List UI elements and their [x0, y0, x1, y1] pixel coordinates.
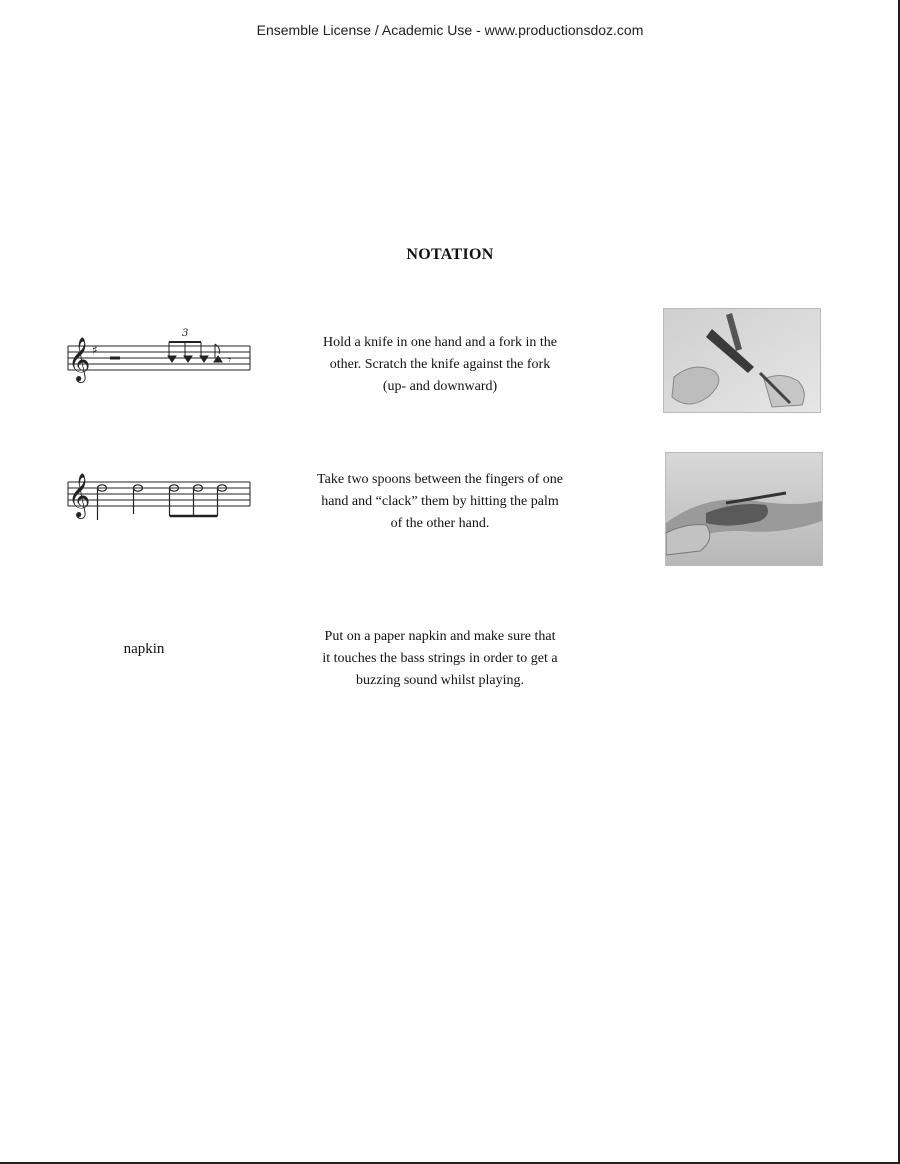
description-line: Put on a paper napkin and make sure that [324, 629, 556, 644]
knife-fork-description [280, 332, 600, 398]
spoons-notation [64, 464, 254, 539]
description-line: Hold a knife in one hand and a fork in the [322, 335, 558, 350]
description-line: it touches the bass strings in order to get a [322, 651, 558, 666]
license-header: Ensemble License / Academic Use - www.productionsdoz.com [256, 22, 644, 38]
page-title: NOTATION [406, 246, 494, 263]
half-notes [98, 485, 227, 520]
description-line: of the other hand. [390, 516, 490, 531]
spoons-photo [665, 452, 823, 566]
napkin-label: napkin [123, 641, 165, 657]
half-rest-icon [110, 357, 120, 360]
description-line: Take two spoons between the fingers of one [317, 472, 563, 487]
eighth-rest-icon: 𝄾 [228, 353, 232, 367]
description-line: other. Scratch the knife against the fork [329, 357, 551, 372]
knife-fork-staff [64, 320, 254, 390]
treble-clef-icon: 𝄞 [68, 337, 91, 381]
knife-fork-notation [64, 320, 254, 395]
napkin-description [280, 626, 600, 692]
spoons-staff [64, 464, 254, 534]
description-line: (up- and downward) [382, 379, 498, 394]
sharp-icon: ♯ [92, 343, 98, 357]
description-line: hand and “clack” them by hitting the palm [321, 494, 559, 509]
description-line: buzzing sound whilst playing. [356, 673, 524, 688]
spoons-description [280, 469, 600, 535]
tuplet-label: 3 [182, 328, 189, 339]
knife-fork-photo [663, 308, 821, 413]
treble-clef-icon: 𝄞 [68, 473, 91, 517]
